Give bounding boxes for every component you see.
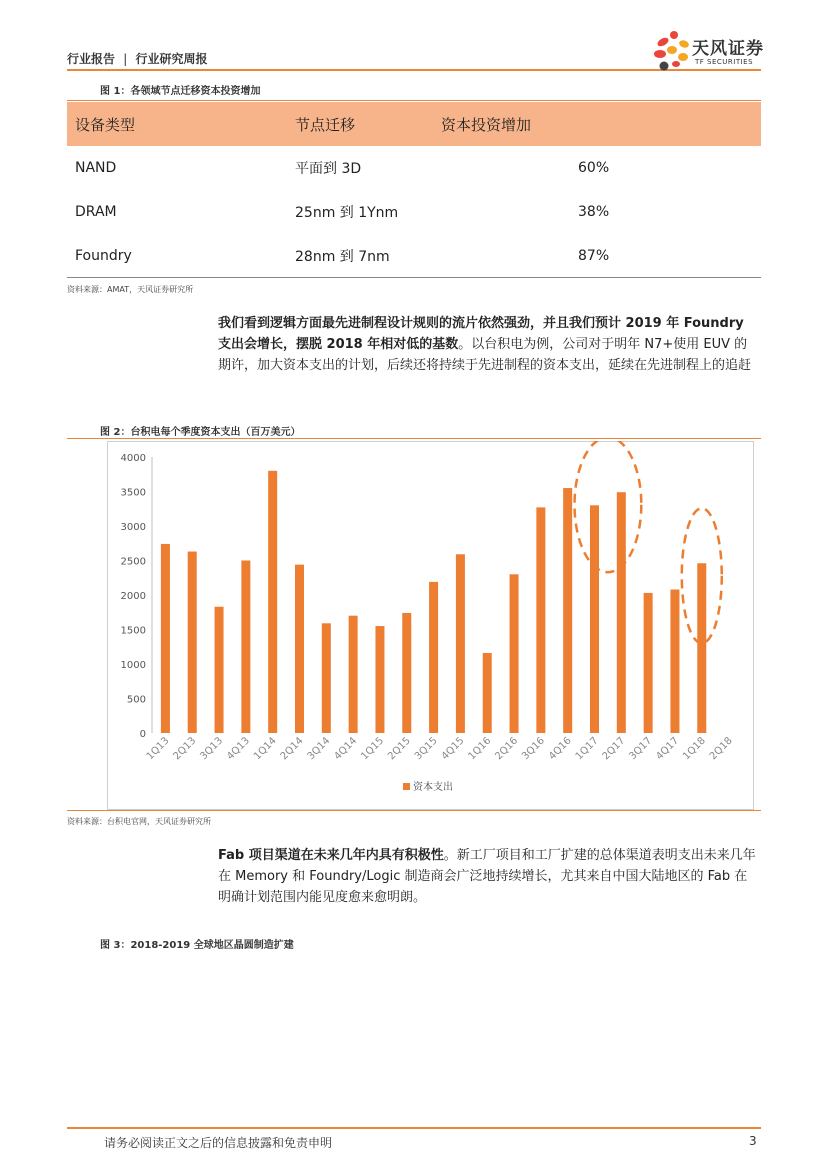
bar (644, 593, 653, 733)
header-report-type: 行业报告 | 行业研究周报 (67, 52, 208, 66)
x-tick-label: 1Q14 (251, 735, 279, 763)
x-tick-label: 4Q17 (654, 735, 682, 763)
table-row (67, 146, 761, 190)
y-tick-label: 0 (139, 729, 146, 740)
fig1-bottom-rule (67, 277, 761, 278)
x-tick-label: 3Q13 (198, 735, 226, 763)
x-tick-label: 1Q16 (466, 735, 494, 763)
x-tick-label: 1Q15 (359, 735, 387, 763)
y-tick-label: 1000 (120, 660, 146, 671)
bar (349, 616, 358, 733)
page-number: 3 (749, 1134, 757, 1148)
bar (161, 544, 170, 733)
paragraph-2 (218, 845, 760, 908)
bar (295, 565, 304, 733)
x-tick-label: 1Q18 (681, 735, 708, 763)
table-cell: 60% (578, 160, 610, 176)
x-tick-label: 3Q16 (520, 735, 547, 763)
x-tick-label: 3Q15 (412, 735, 440, 763)
table-cell: DRAM (75, 204, 117, 220)
table-cell: 平面到 3D (295, 161, 362, 177)
bar (536, 507, 545, 733)
bar (375, 626, 384, 733)
fig2-source: 资料来源：台积电官网，天风证券研究所 (67, 817, 211, 826)
y-tick-label: 500 (126, 694, 146, 706)
bar (402, 613, 411, 733)
bar (483, 653, 492, 733)
x-tick-label: 1Q17 (573, 735, 601, 763)
legend-label: 资本支出 (413, 782, 453, 793)
bar (456, 554, 465, 733)
table-row (67, 234, 761, 278)
table-cell: NAND (75, 160, 117, 176)
paragraph-2-body: 。新工厂项目和工厂扩建的总体渠道表明支出未来几年在 Memory 和 Foundry/Logic 制造商会广泛地持续增长，尤其来自中国大陆地区的 Fab 在明确计划范围内能见度愈来愈明朗。 (218, 848, 756, 905)
logo-text-en: TF SECURITIES (695, 58, 754, 66)
fig3-title: 图 3：2018-2019 全球地区晶圆制造扩建 (100, 940, 294, 951)
logo-text-cn: 天风证券 (692, 39, 764, 59)
bar (563, 488, 572, 733)
col-header: 设备类型 (67, 102, 287, 146)
fig2-bottom-rule (67, 810, 761, 811)
y-tick-label: 3500 (120, 487, 146, 499)
table-header-row (67, 102, 761, 146)
x-tick-label: 2Q18 (707, 735, 735, 763)
tf-logo-icon (652, 28, 692, 72)
col-header: 资本投资增加 (433, 102, 761, 146)
x-tick-label: 4Q13 (225, 735, 252, 763)
y-tick-label: 2000 (120, 591, 146, 602)
bar (241, 561, 250, 734)
x-tick-label: 2Q15 (386, 735, 413, 763)
bar (697, 563, 706, 733)
capex-bar-chart (107, 441, 752, 808)
fig1-title: 图 1：各领域节点迁移资本投资增加 (100, 86, 261, 97)
footer-disclaimer: 请务必阅读正文之后的信息披露和免责申明 (104, 1136, 333, 1150)
bar (429, 582, 438, 733)
fig2-title: 图 2：台积电每个季度资本支出（百万美元） (100, 427, 301, 438)
bar (617, 492, 626, 733)
table-cell: 28nm 到 7nm (295, 249, 390, 265)
paragraph-1-body: 。以台积电为例，公司对于明年 N7+使用 EUV 的期许，加大资本支出的计划，后续还将持续于先进制程的资本支出，延续在先进制程上的追赶 (218, 337, 752, 373)
legend-swatch (403, 783, 410, 790)
table-row (67, 190, 761, 234)
x-tick-label: 4Q15 (439, 735, 467, 763)
capex-node-table (67, 102, 761, 278)
y-tick-label: 2500 (120, 556, 146, 568)
table-cell: Foundry (75, 248, 132, 264)
x-tick-label: 2Q14 (278, 735, 306, 763)
paragraph-2-lead: Fab 项目渠道在未来几年内具有积极性 (218, 848, 444, 863)
x-tick-label: 4Q16 (546, 735, 574, 763)
x-tick-label: 4Q14 (332, 735, 360, 763)
bar (188, 552, 197, 733)
x-tick-label: 3Q14 (305, 735, 333, 763)
y-tick-label: 4000 (120, 453, 146, 464)
col-header: 节点迁移 (287, 102, 433, 146)
y-tick-label: 1500 (120, 625, 146, 637)
y-tick-label: 3000 (120, 522, 146, 533)
bar (215, 607, 224, 733)
annotation-ellipse (575, 441, 642, 572)
bar (590, 505, 599, 733)
x-tick-label: 3Q17 (627, 735, 655, 763)
x-tick-label: 2Q16 (493, 735, 521, 763)
bar (268, 471, 277, 733)
x-tick-label: 1Q13 (144, 735, 172, 763)
bar (670, 589, 679, 733)
paragraph-1-lead: 我们看到逻辑方面最先进制程设计规则的流片依然强劲，并且我们预计 2019 年 Foundry 支出会增长，摆脱 2018 年相对低的基数 (218, 316, 744, 352)
table-cell: 25nm 到 1Ynm (295, 205, 399, 221)
table-cell: 38% (578, 204, 610, 220)
table-cell: 87% (578, 248, 610, 264)
x-tick-label: 2Q17 (600, 735, 628, 763)
fig1-source: 资料来源：AMAT，天风证券研究所 (67, 285, 194, 294)
paragraph-1 (218, 313, 760, 376)
footer-rule (67, 1127, 761, 1129)
x-tick-label: 2Q13 (171, 735, 199, 763)
bar (510, 574, 519, 733)
fig2-rule (67, 438, 761, 439)
bar (322, 623, 331, 733)
fig1-rule (67, 100, 761, 101)
